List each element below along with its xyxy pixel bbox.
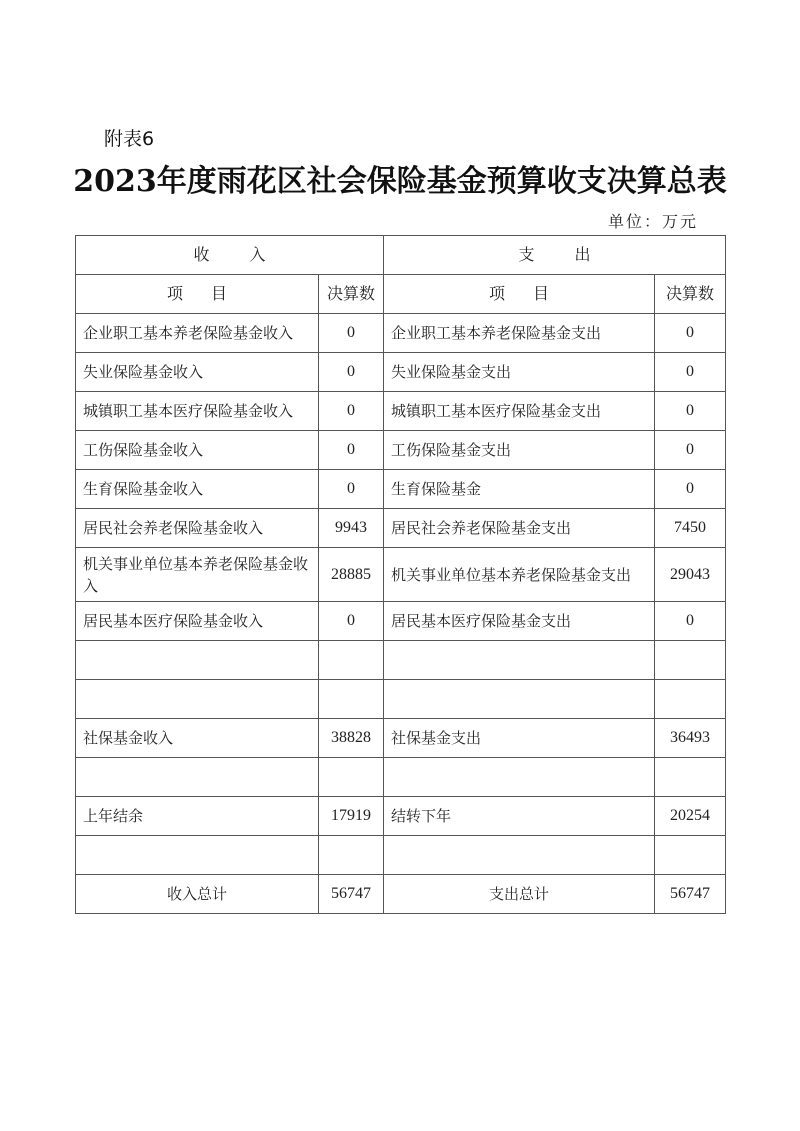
expense-amount: 0 [655, 470, 726, 509]
expense-amount: 0 [655, 602, 726, 641]
income-amount: 28885 [319, 548, 384, 602]
income-amount: 0 [319, 602, 384, 641]
expense-total-label: 支出总计 [384, 875, 655, 914]
table-row-balance [76, 797, 726, 836]
table-row-total [76, 875, 726, 914]
table-row [76, 602, 726, 641]
expense-item: 机关事业单位基本养老保险基金支出 [384, 548, 655, 602]
income-amount: 0 [319, 392, 384, 431]
income-item: 机关事业单位基本养老保险基金收入 [76, 548, 319, 602]
table-row-empty [76, 758, 726, 797]
income-item: 工伤保险基金收入 [76, 431, 319, 470]
expense-item [384, 758, 655, 797]
income-amount: 0 [319, 470, 384, 509]
income-amount-header: 决算数 [319, 275, 384, 314]
expense-item: 结转下年 [384, 797, 655, 836]
income-item: 社保基金收入 [76, 719, 319, 758]
expense-amount: 0 [655, 431, 726, 470]
income-section-header: 收入 [76, 236, 384, 275]
income-amount [319, 641, 384, 680]
income-amount [319, 758, 384, 797]
expense-amount: 36493 [655, 719, 726, 758]
expense-amount: 20254 [655, 797, 726, 836]
expense-item: 失业保险基金支出 [384, 353, 655, 392]
income-item [76, 758, 319, 797]
income-amount: 0 [319, 314, 384, 353]
expense-amount [655, 758, 726, 797]
income-amount [319, 680, 384, 719]
table-row [76, 392, 726, 431]
expense-item: 企业职工基本养老保险基金支出 [384, 314, 655, 353]
unit-label: 单位：万元 [607, 212, 698, 231]
income-item [76, 680, 319, 719]
income-item [76, 836, 319, 875]
income-amount: 17919 [319, 797, 384, 836]
expense-amount: 0 [655, 314, 726, 353]
income-item: 企业职工基本养老保险基金收入 [76, 314, 319, 353]
income-item: 居民基本医疗保险基金收入 [76, 602, 319, 641]
table-row-empty [76, 641, 726, 680]
expense-amount: 0 [655, 353, 726, 392]
expense-section-header: 支出 [384, 236, 726, 275]
expense-amount [655, 836, 726, 875]
expense-amount [655, 680, 726, 719]
income-item-header: 项目 [76, 275, 319, 314]
income-item: 失业保险基金收入 [76, 353, 319, 392]
expense-item: 工伤保险基金支出 [384, 431, 655, 470]
section-header-row [76, 236, 726, 275]
expense-item: 居民社会养老保险基金支出 [384, 509, 655, 548]
table-row [76, 509, 726, 548]
income-item: 上年结余 [76, 797, 319, 836]
income-amount: 9943 [319, 509, 384, 548]
expense-item: 居民基本医疗保险基金支出 [384, 602, 655, 641]
expense-amount-header: 决算数 [655, 275, 726, 314]
column-header-row [76, 275, 726, 314]
income-total-amount: 56747 [319, 875, 384, 914]
income-item: 居民社会养老保险基金收入 [76, 509, 319, 548]
expense-amount: 29043 [655, 548, 726, 602]
expense-item [384, 641, 655, 680]
table-row-empty [76, 836, 726, 875]
expense-total-amount: 56747 [655, 875, 726, 914]
income-total-label: 收入总计 [76, 875, 319, 914]
expense-item: 生育保险基金 [384, 470, 655, 509]
expense-amount: 7450 [655, 509, 726, 548]
income-item: 生育保险基金收入 [76, 470, 319, 509]
income-item: 城镇职工基本医疗保险基金收入 [76, 392, 319, 431]
income-amount: 38828 [319, 719, 384, 758]
table-row-empty [76, 680, 726, 719]
income-item [76, 641, 319, 680]
expense-item [384, 836, 655, 875]
expense-item: 社保基金支出 [384, 719, 655, 758]
expense-amount [655, 641, 726, 680]
table-row [76, 353, 726, 392]
budget-summary-table [75, 235, 726, 914]
expense-item [384, 680, 655, 719]
expense-item: 城镇职工基本医疗保险基金支出 [384, 392, 655, 431]
table-row [76, 548, 726, 602]
table-row [76, 314, 726, 353]
attachment-label: 附表6 [104, 128, 155, 150]
expense-amount: 0 [655, 392, 726, 431]
page-title: 2023年度雨花区社会保险基金预算收支决算总表 [73, 164, 727, 199]
expense-item-header: 项目 [384, 275, 655, 314]
table-row [76, 470, 726, 509]
income-amount: 0 [319, 431, 384, 470]
income-amount [319, 836, 384, 875]
table-row-subtotal [76, 719, 726, 758]
table-row [76, 431, 726, 470]
income-amount: 0 [319, 353, 384, 392]
